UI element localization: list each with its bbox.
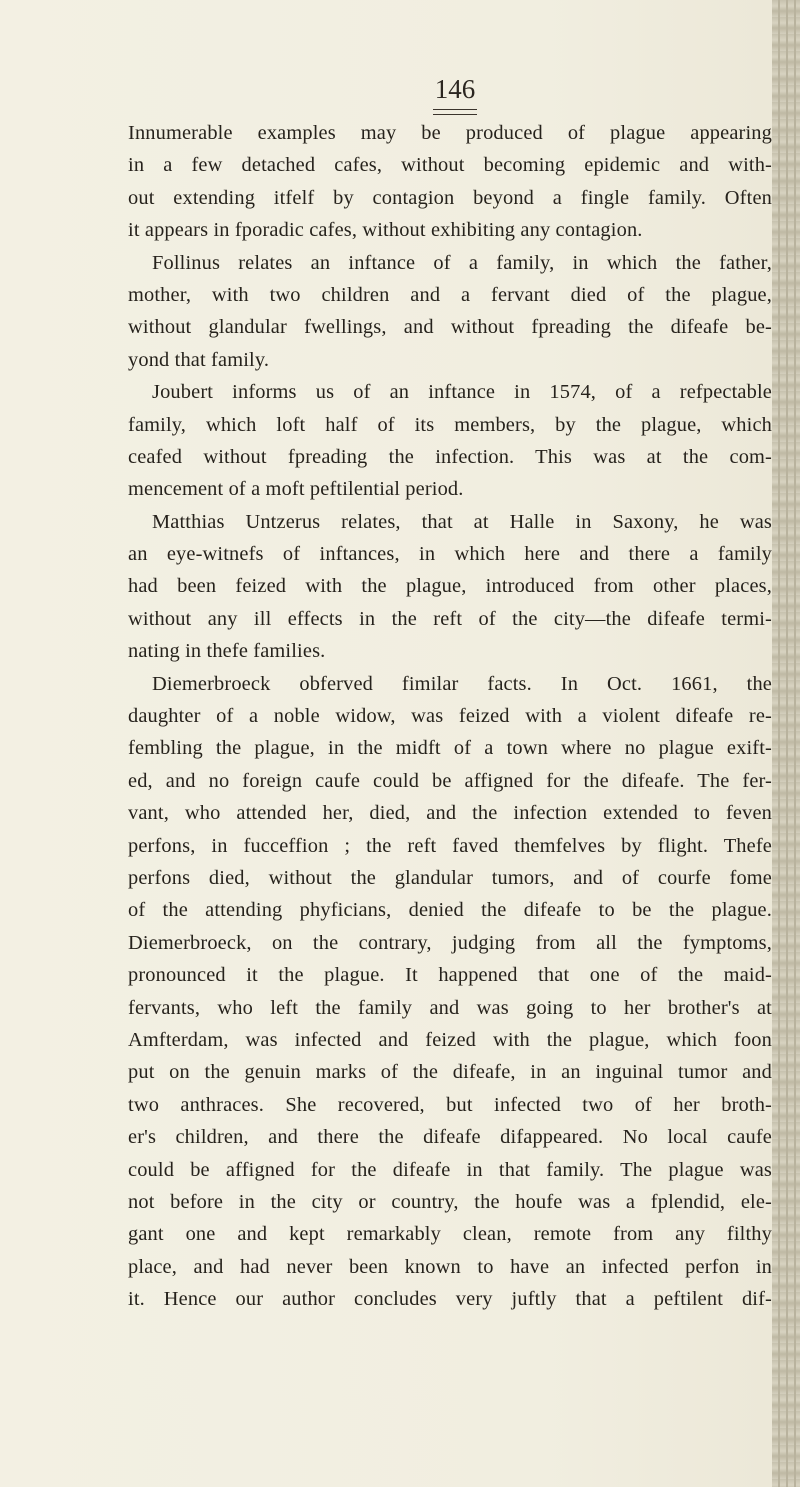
page-edge-line xyxy=(786,0,788,1487)
text-line: perfons died, without the glandular tumors, and of courfe fome xyxy=(128,866,772,889)
text-line: of the attending phyficians, denied the difeafe to be the plague. xyxy=(128,899,772,922)
text-line: in a few detached cafes, without becoming epidemic and with- xyxy=(128,154,772,177)
text-line: could be affigned for the difeafe in that family. The plague was xyxy=(128,1158,772,1181)
text-line: put on the genuin marks of the difeafe, in an inguinal tumor and xyxy=(128,1061,772,1084)
text-line: Innumerable examples may be produced of plague appearing xyxy=(128,122,772,144)
text-line: fervants, who left the family and was going to her brother's at xyxy=(128,996,772,1019)
text-line: it appears in fporadic cafes, without exhibiting any contagion. xyxy=(128,219,643,242)
text-line: Joubert informs us of an inftance in 1574, of a refpectable xyxy=(152,381,772,404)
text-line: two anthraces. She recovered, but infected two of her broth- xyxy=(128,1093,772,1116)
text-line: Amfterdam, was infected and feized with the plague, which foon xyxy=(128,1028,772,1051)
text-line: not before in the city or country, the houfe was a fplendid, ele- xyxy=(128,1190,772,1213)
text-line: Matthias Untzerus relates, that at Halle in Saxony, he was xyxy=(152,510,772,533)
text-line: ed, and no foreign caufe could be affigned for the difeafe. The fer- xyxy=(128,769,772,792)
text-line: er's children, and there the difeafe difappeared. No local caufe xyxy=(128,1126,772,1149)
text-line: nating in thefe families. xyxy=(128,640,326,663)
text-line: fembling the plague, in the midft of a town where no plague exift- xyxy=(128,737,772,760)
text-line: out extending itfelf by contagion beyond a fingle family. Often xyxy=(128,186,772,209)
text-line: an eye-witnefs of inftances, in which here and there a family xyxy=(128,543,772,566)
text-line: Follinus relates an inftance of a family, in which the father, xyxy=(152,251,772,274)
page-number-rule xyxy=(433,109,477,115)
text-line: it. Hence our author concludes very juftly that a peftilent dif- xyxy=(128,1288,772,1311)
text-line: without any ill effects in the reft of the city—the difeafe termi- xyxy=(128,607,772,630)
text-line: daughter of a noble widow, was feized with a violent difeafe re- xyxy=(128,705,772,728)
text-line: ceafed without fpreading the infection. This was at the com- xyxy=(128,445,772,468)
text-line: gant one and kept remarkably clean, remote from any filthy xyxy=(128,1223,772,1246)
text-line: had been feized with the plague, introduced from other places, xyxy=(128,575,772,598)
text-line: family, which loft half of its members, by the plague, which xyxy=(128,413,772,436)
text-line: Diemerbroeck, on the contrary, judging from all the fymptoms, xyxy=(128,931,772,954)
page-edge-line xyxy=(778,0,780,1487)
page-number: 146 xyxy=(434,74,476,104)
page-edge xyxy=(772,0,800,1487)
text-line: without glandular fwellings, and without fpreading the difeafe be- xyxy=(128,316,772,339)
text-line: vant, who attended her, died, and the infection extended to feven xyxy=(128,802,772,825)
text-line: mencement of a moft peftilential period. xyxy=(128,478,464,501)
body-text xyxy=(128,117,772,1315)
text-line: mother, with two children and a fervant died of the plague, xyxy=(128,283,772,306)
page-edge-line xyxy=(794,0,796,1487)
text-line: perfons, in fucceffion ; the reft faved themfelves by flight. Thefe xyxy=(128,834,772,857)
text-line: pronounced it the plague. It happened that one of the maid- xyxy=(128,964,772,987)
text-line: Diemerbroeck obferved fimilar facts. In Oct. 1661, the xyxy=(152,672,772,695)
text-line: yond that family. xyxy=(128,348,270,371)
text-line: place, and had never been known to have an infected perfon in xyxy=(128,1255,772,1278)
